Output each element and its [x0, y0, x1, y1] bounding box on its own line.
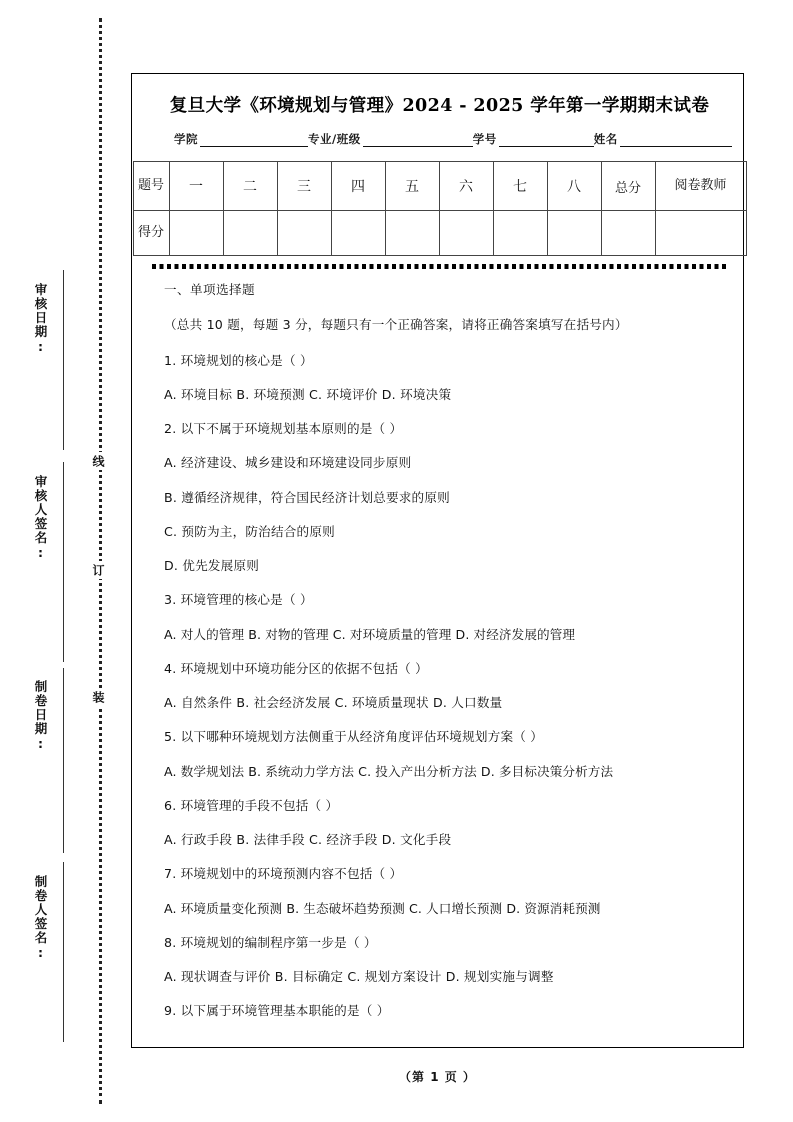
field-name-label: 姓名 — [593, 132, 618, 146]
score-table-wrapper — [137, 161, 729, 256]
field-college[interactable] — [174, 131, 308, 147]
score-cell-teacher[interactable] — [655, 211, 746, 256]
score-table — [133, 161, 747, 256]
score-table-col-4: 四 — [331, 162, 385, 211]
question-7-options[interactable]: A. 环境质量变化预测 B. 生态破坏趋势预测 C. 人口增长预测 D. 资源消耗预测 — [164, 900, 601, 916]
dotted-divider — [152, 264, 727, 269]
seal-char-line: 线 — [92, 452, 104, 470]
question-9-stem: 9. 以下属于环境管理基本职能的是（ ） — [164, 1003, 390, 1019]
question-2-option-b[interactable]: B. 遵循经济规律，符合国民经济计划总要求的原则 — [164, 489, 450, 505]
section-title-multiple-choice: 一、单项选择题 — [164, 282, 255, 297]
question-4-stem: 4. 环境规划中环境功能分区的依据不包括（ ） — [164, 660, 428, 676]
seal-label-compiler-signature: 制卷人签名: — [33, 875, 48, 962]
question-6-options[interactable]: A. 行政手段 B. 法律手段 C. 经济手段 D. 文化手段 — [164, 832, 452, 847]
seal-label-review-date: 审核日期: — [33, 283, 48, 356]
exam-title: 复旦大学《环境规划与管理》2024 - 2025 学年第一学期期末试卷 — [169, 96, 710, 116]
question-2-option-a[interactable]: A. 经济建设、城乡建设和环境建设同步原则 — [164, 455, 412, 471]
field-student-id[interactable] — [473, 131, 594, 147]
exam-paper-box — [131, 73, 744, 1048]
question-3-stem: 3. 环境管理的核心是（ ） — [164, 592, 313, 608]
score-cell-2[interactable] — [223, 211, 277, 256]
score-cell-3[interactable] — [277, 211, 331, 256]
question-2-option-c[interactable]: C. 预防为主，防治结合的原则 — [164, 523, 335, 539]
page-footer: （第 1 页 ） — [399, 1070, 476, 1084]
seal-char-pack: 装 — [92, 688, 104, 706]
score-cell-total[interactable] — [601, 211, 655, 256]
question-5-options[interactable]: A. 数学规划法 B. 系统动力学方法 C. 投入产出分析方法 D. 多目标决策分析方法 — [164, 763, 614, 779]
seal-char-bind: 订 — [92, 561, 104, 579]
score-table-col-5: 五 — [385, 162, 439, 211]
question-1-stem: 1. 环境规划的核心是（ ） — [164, 352, 313, 368]
seal-margin-area — [0, 0, 130, 1122]
question-6-stem: 6. 环境管理的手段不包括（ ） — [164, 797, 339, 813]
field-major-class[interactable] — [308, 131, 473, 147]
question-4-options[interactable]: A. 自然条件 B. 社会经济发展 C. 环境质量现状 D. 人口数量 — [164, 695, 503, 710]
seal-label-compile-date: 制卷日期: — [33, 680, 48, 753]
score-table-col-3: 三 — [277, 162, 331, 211]
field-college-blank[interactable] — [200, 133, 308, 147]
field-major-class-blank[interactable] — [363, 133, 473, 147]
question-8-stem: 8. 环境规划的编制程序第一步是（ ） — [164, 934, 377, 950]
question-1-options[interactable]: A. 环境目标 B. 环境预测 C. 环境评价 D. 环境决策 — [164, 386, 452, 402]
score-cell-7[interactable] — [493, 211, 547, 256]
score-table-col-6: 六 — [439, 162, 493, 211]
seal-label-reviewer-signature: 审核人签名: — [33, 475, 48, 562]
question-2-stem: 2. 以下不属于环境规划基本原则的是（ ） — [164, 421, 403, 436]
score-table-col-1: 一 — [169, 162, 223, 211]
score-table-col-teacher: 阅卷教师 — [655, 162, 746, 211]
score-table-row-header-score: 得分 — [133, 211, 169, 256]
score-table-col-8: 八 — [547, 162, 601, 211]
questions-container — [150, 281, 729, 1021]
seal-divider-line-4 — [63, 862, 64, 1042]
score-table-col-total: 总分 — [601, 162, 655, 211]
question-3-options[interactable]: A. 对人的管理 B. 对物的管理 C. 对环境质量的管理 D. 对经济发展的管理 — [164, 626, 576, 642]
score-cell-5[interactable] — [385, 211, 439, 256]
question-5-stem: 5. 以下哪种环境规划方法侧重于从经济角度评估环境规划方案（ ） — [164, 729, 544, 745]
field-name[interactable] — [594, 131, 732, 147]
score-cell-6[interactable] — [439, 211, 493, 256]
score-table-row-header-question: 题号 — [133, 162, 169, 211]
score-cell-4[interactable] — [331, 211, 385, 256]
score-cell-8[interactable] — [547, 211, 601, 256]
score-cell-1[interactable] — [169, 211, 223, 256]
seal-divider-line-3 — [63, 668, 64, 853]
field-student-id-label: 学号 — [472, 132, 497, 146]
field-major-class-label: 专业/班级 — [308, 132, 361, 146]
score-table-col-2: 二 — [223, 162, 277, 211]
field-student-id-blank[interactable] — [499, 133, 594, 147]
question-7-stem: 7. 环境规划中的环境预测内容不包括（ ） — [164, 866, 403, 882]
seal-divider-line-2 — [63, 462, 64, 662]
section-note: （总共 10 题，每题 3 分，每题只有一个正确答案，请将正确答案填写在括号内） — [164, 317, 628, 333]
field-name-blank[interactable] — [620, 133, 732, 147]
table-row-question-numbers — [133, 162, 746, 211]
seal-divider-line-1 — [63, 270, 64, 450]
table-row-scores — [133, 211, 746, 256]
student-info-row — [150, 131, 729, 147]
question-2-option-d[interactable]: D. 优先发展原则 — [164, 558, 260, 573]
score-table-col-7: 七 — [493, 162, 547, 211]
question-8-options[interactable]: A. 现状调查与评价 B. 目标确定 C. 规划方案设计 D. 规划实施与调整 — [164, 969, 554, 984]
field-college-label: 学院 — [174, 132, 198, 146]
